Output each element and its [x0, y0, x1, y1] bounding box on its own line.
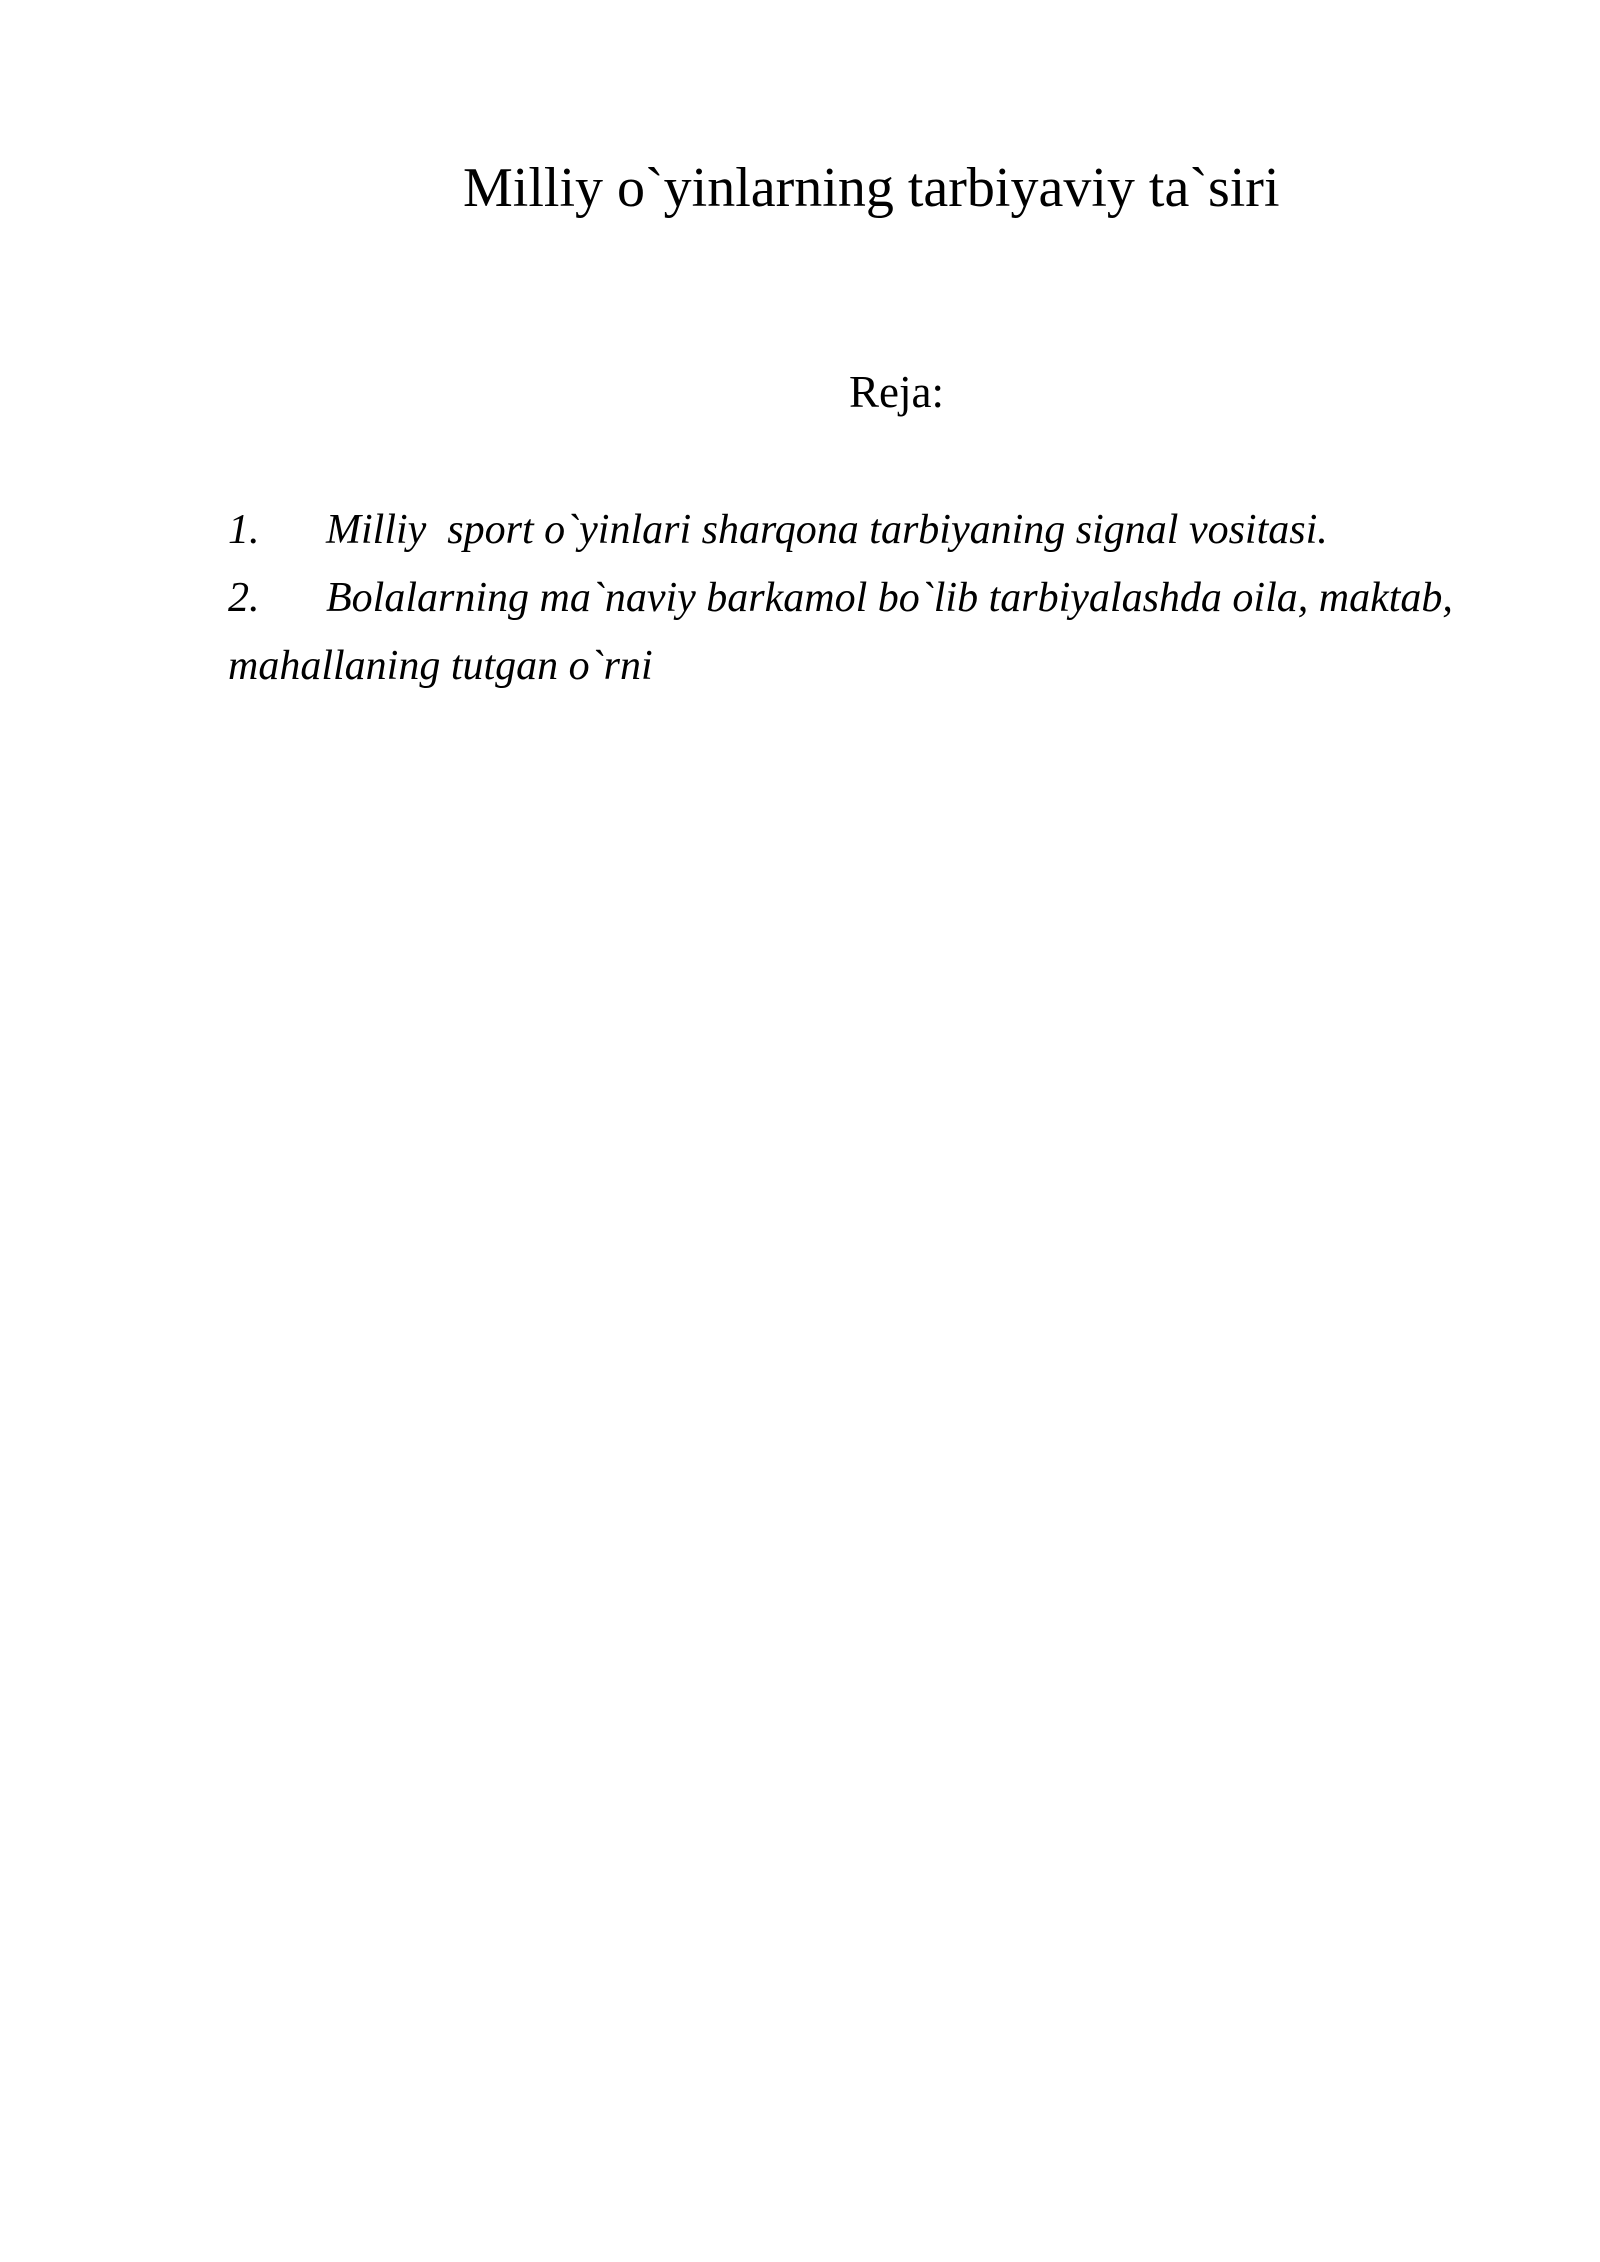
- plan-item-number: 1.: [228, 507, 260, 553]
- plan-list: [228, 496, 1500, 700]
- document-title: Milliy o`yinlarning tarbiyaviy ta`siri: [463, 157, 1280, 219]
- plan-item-number: 2.: [228, 575, 260, 621]
- plan-item-1: [228, 496, 1500, 564]
- plan-item-text: Bolalarning ma`naviy barkamol bo`lib tarbiyalashda oila, maktab, mahallaning tutgan o`rni: [228, 575, 1453, 689]
- plan-item-2: [228, 564, 1500, 700]
- plan-heading: Reja:: [849, 367, 944, 417]
- plan-item-text: Milliy sport o`yinlari sharqona tarbiyaning signal vositasi.: [326, 507, 1328, 553]
